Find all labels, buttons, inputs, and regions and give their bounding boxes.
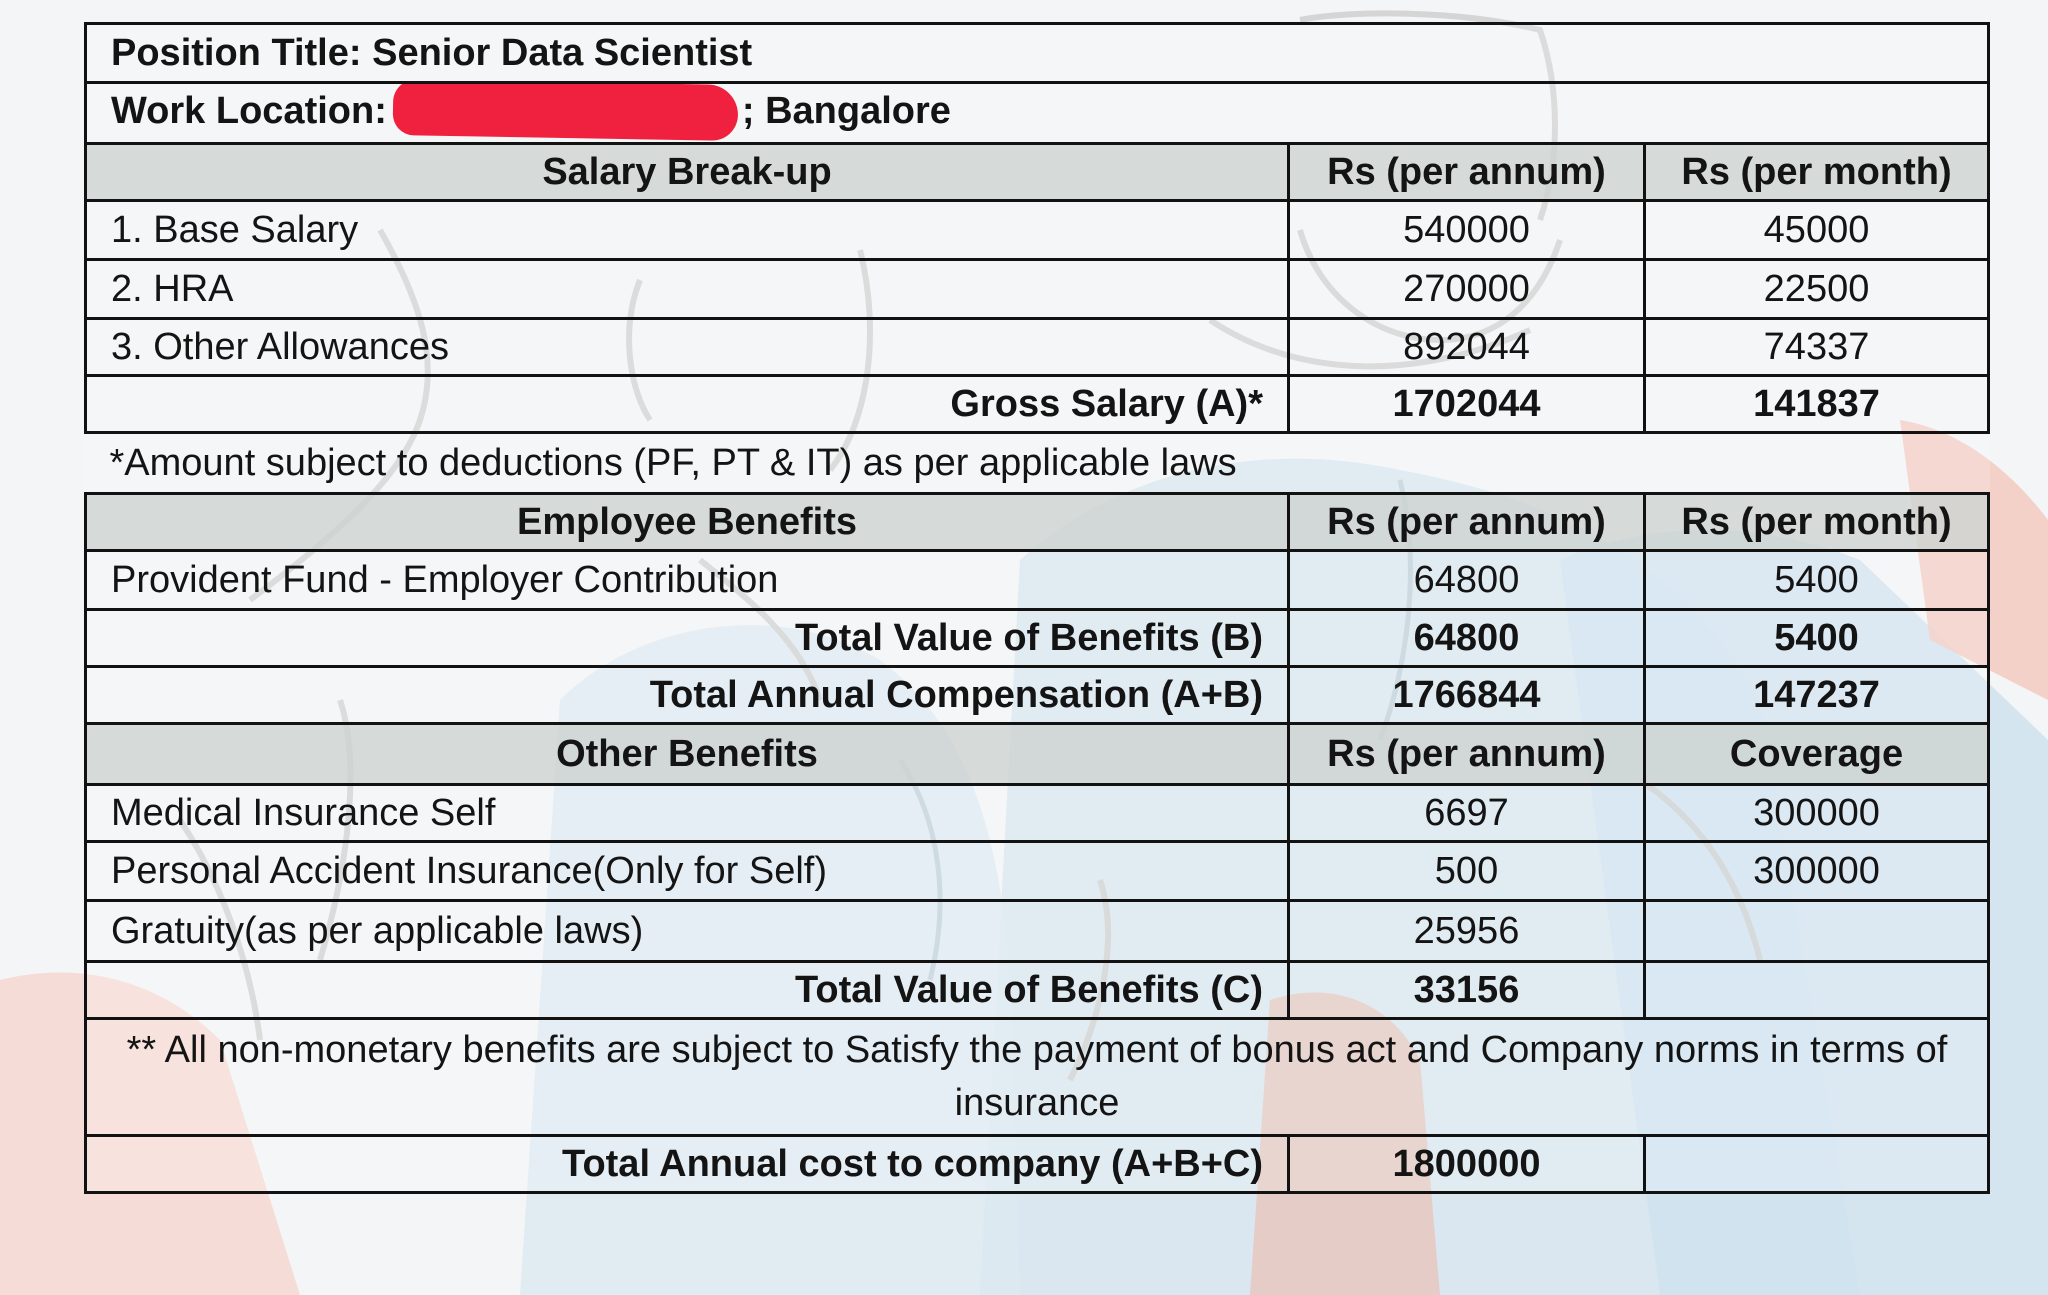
employee-benefit-month: 5400 bbox=[1645, 551, 1989, 610]
ctc-label: Total Annual cost to company (A+B+C) bbox=[86, 1136, 1289, 1193]
table-row bbox=[86, 785, 1989, 842]
deduction-note: *Amount subject to deductions (PF, PT & IT) as per applicable laws bbox=[86, 433, 1989, 494]
other-benefit-coverage: 300000 bbox=[1645, 785, 1989, 842]
salary-header-label: Salary Break-up bbox=[86, 144, 1289, 201]
work-location-row bbox=[86, 83, 1989, 144]
salary-row-annum: 270000 bbox=[1289, 260, 1645, 319]
total-benefits-c-annum: 33156 bbox=[1289, 962, 1645, 1019]
employee-benefits-header-annum: Rs (per annum) bbox=[1289, 494, 1645, 551]
compensation-sheet bbox=[84, 22, 1987, 1194]
ctc-annum: 1800000 bbox=[1289, 1136, 1645, 1193]
other-benefit-label: Personal Accident Insurance(Only for Self) bbox=[86, 842, 1289, 901]
other-benefit-annum: 500 bbox=[1289, 842, 1645, 901]
annual-compensation-month: 147237 bbox=[1645, 667, 1989, 724]
other-benefit-label: Gratuity(as per applicable laws) bbox=[86, 901, 1289, 962]
table-row bbox=[86, 201, 1989, 260]
other-benefit-annum: 25956 bbox=[1289, 901, 1645, 962]
work-location-value: ; Bangalore bbox=[741, 90, 951, 133]
position-title-cell bbox=[86, 24, 1989, 83]
salary-row-month: 45000 bbox=[1645, 201, 1989, 260]
table-row bbox=[86, 260, 1989, 319]
salary-header-annum: Rs (per annum) bbox=[1289, 144, 1645, 201]
salary-header-month: Rs (per month) bbox=[1645, 144, 1989, 201]
employee-benefits-header-row bbox=[86, 494, 1989, 551]
employee-benefit-annum: 64800 bbox=[1289, 551, 1645, 610]
salary-row-label: 1. Base Salary bbox=[86, 201, 1289, 260]
redaction-mark bbox=[392, 83, 738, 142]
compensation-table bbox=[84, 22, 1990, 1194]
total-benefits-b-month: 5400 bbox=[1645, 610, 1989, 667]
total-benefits-b-label: Total Value of Benefits (B) bbox=[86, 610, 1289, 667]
table-row bbox=[86, 319, 1989, 376]
total-benefits-b-row bbox=[86, 610, 1989, 667]
salary-row-annum: 540000 bbox=[1289, 201, 1645, 260]
employee-benefits-header-month: Rs (per month) bbox=[1645, 494, 1989, 551]
position-title-label: Position Title: bbox=[111, 31, 362, 74]
salary-row-annum: 892044 bbox=[1289, 319, 1645, 376]
non-monetary-note: ** All non-monetary benefits are subject to Satisfy the payment of bonus act and Company norms in terms of insurance bbox=[86, 1019, 1989, 1136]
table-row bbox=[86, 551, 1989, 610]
employee-benefit-label: Provident Fund - Employer Contribution bbox=[86, 551, 1289, 610]
position-title-row bbox=[86, 24, 1989, 83]
other-benefit-coverage: 300000 bbox=[1645, 842, 1989, 901]
salary-row-month: 74337 bbox=[1645, 319, 1989, 376]
other-benefit-annum: 6697 bbox=[1289, 785, 1645, 842]
gross-salary-annum: 1702044 bbox=[1289, 376, 1645, 433]
ctc-row bbox=[86, 1136, 1989, 1193]
total-benefits-c-empty bbox=[1645, 962, 1989, 1019]
salary-row-label: 2. HRA bbox=[86, 260, 1289, 319]
other-benefit-label: Medical Insurance Self bbox=[86, 785, 1289, 842]
table-row bbox=[86, 842, 1989, 901]
non-monetary-note-row bbox=[86, 1019, 1989, 1136]
other-benefits-header-label: Other Benefits bbox=[86, 724, 1289, 785]
salary-row-label: 3. Other Allowances bbox=[86, 319, 1289, 376]
annual-compensation-row bbox=[86, 667, 1989, 724]
position-title-value: Senior Data Scientist bbox=[372, 31, 753, 74]
salary-row-month: 22500 bbox=[1645, 260, 1989, 319]
work-location-label: Work Location: bbox=[111, 90, 387, 133]
work-location-cell bbox=[86, 83, 1989, 144]
total-benefits-c-row bbox=[86, 962, 1989, 1019]
deduction-note-row bbox=[86, 433, 1989, 494]
salary-header-row bbox=[86, 144, 1989, 201]
total-benefits-c-label: Total Value of Benefits (C) bbox=[86, 962, 1289, 1019]
annual-compensation-label: Total Annual Compensation (A+B) bbox=[86, 667, 1289, 724]
gross-salary-label: Gross Salary (A)* bbox=[86, 376, 1289, 433]
employee-benefits-header-label: Employee Benefits bbox=[86, 494, 1289, 551]
annual-compensation-annum: 1766844 bbox=[1289, 667, 1645, 724]
gross-salary-row bbox=[86, 376, 1989, 433]
total-benefits-b-annum: 64800 bbox=[1289, 610, 1645, 667]
other-benefit-coverage bbox=[1645, 901, 1989, 962]
other-benefits-header-row bbox=[86, 724, 1989, 785]
ctc-empty bbox=[1645, 1136, 1989, 1193]
gross-salary-month: 141837 bbox=[1645, 376, 1989, 433]
other-benefits-header-coverage: Coverage bbox=[1645, 724, 1989, 785]
table-row bbox=[86, 901, 1989, 962]
other-benefits-header-annum: Rs (per annum) bbox=[1289, 724, 1645, 785]
